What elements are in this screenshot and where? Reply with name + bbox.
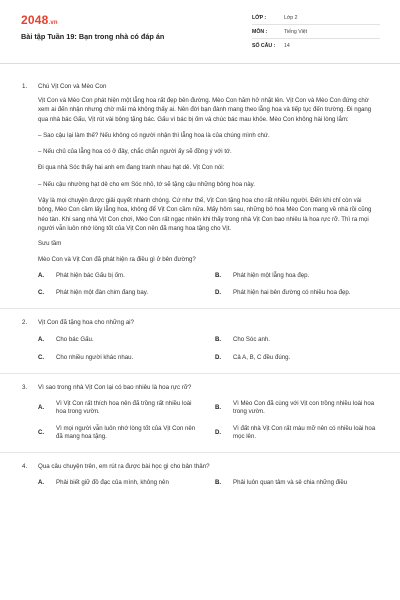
option-letter: A. (38, 335, 45, 343)
option-letter: A. (38, 478, 45, 486)
answer-option[interactable] (38, 400, 201, 417)
meta-value: 14 (284, 43, 290, 49)
option-text: Vì mọi người vẫn luôn nhớ lòng tốt của Vịt Con nên đã mang hoa tặng. (56, 424, 196, 441)
question-header (22, 383, 378, 392)
meta-row-grade (252, 11, 380, 25)
passage-source: Sưu tầm (38, 240, 62, 248)
passage-paragraph: Vịt Con và Mèo Con phát hiện một lẵng hoa rất đẹp bên đường. Mèo Con hăm hở nhặt lên. Vịt Con và Mèo Con đứng chờ xem ai đến nhận nhưng chờ mãi mà không thấy ai. Nên đời bạn đành mang theo lẵng hoa và tiếp tục đến trường. Đi ngang qua nhà bác Gấu, Vịt rút vài bông tặng bác. Gấu vì bác bị ốm và chúc bác mau khỏe. Mèo Con không hài lòng lắm: (38, 97, 372, 123)
option-text: Phải biết giữ đồ đạc của mình, không nên (56, 478, 169, 486)
option-letter: C. (38, 429, 45, 437)
divider (0, 308, 400, 309)
option-letter: D. (215, 289, 222, 297)
question-number: 3. (22, 383, 28, 391)
meta-row-count (252, 39, 380, 53)
question-title: Qua câu chuyện trên, em rút ra được bài học gì cho bản thân? (38, 462, 210, 470)
passage-paragraph: – Nếu cậu nhường hạt dẻ cho em Sóc nhỏ, tớ sẽ tặng cậu những bông hoa này. (38, 180, 255, 188)
answer-options (22, 400, 378, 442)
question-header (22, 82, 378, 91)
option-letter: D. (215, 354, 222, 362)
meta-key: LỚP : (252, 14, 267, 21)
option-text: Phát hiện một lẵng hoa đẹp. (233, 271, 310, 279)
passage-paragraph: Đi qua nhà Sóc thấy hai anh em đang tranh nhau hạt dẻ. Vịt Con nói: (38, 164, 225, 172)
meta-value: Tiếng Việt (284, 28, 308, 35)
meta-key: MÔN : (252, 28, 268, 35)
meta-value: Lớp 2 (284, 14, 298, 21)
option-text: Phát hiện hai bên đường có nhiều hoa đẹp. (233, 289, 351, 297)
divider (0, 452, 400, 453)
question-number: 4. (22, 462, 28, 470)
option-letter: A. (38, 404, 45, 412)
worksheet-meta (252, 11, 380, 53)
answer-option[interactable] (215, 400, 378, 417)
site-logo[interactable] (21, 13, 58, 27)
answer-option[interactable] (38, 336, 201, 345)
answer-option[interactable] (215, 354, 378, 363)
question-2 (22, 318, 378, 363)
option-text: Phát hiện bác Gấu bị ốm. (56, 271, 125, 279)
answer-option[interactable] (215, 336, 378, 345)
answer-option[interactable] (38, 354, 201, 363)
answer-options (22, 479, 378, 488)
question-number: 1. (22, 83, 28, 90)
logo-suffix: .vn (48, 20, 58, 26)
answer-option[interactable] (38, 479, 201, 488)
passage-paragraph: Vậy là mọi chuyện được giải quyết nhanh chóng. Cứ như thế, Vịt Con tặng hoa cho rất nhiều người. Đến khi chỉ còn vài bông, Mèo Con cầm lấy lẵng hoa, không để Vịt Con cầm nữa. Mấy hôm sau, những bó hoa Mèo Con mang về nhà rồi cũng héo tàn. Khi sang nhà Vịt Con chơi, Mèo Con rất ngạc nhiên khi thấy trong nhà Vịt Con bao nhiêu là hoa rực rỡ. Thì ra mọi người vẫn luôn nhớ lòng tốt của Vịt Con nên đã mang hoa tặng cho Vịt. (38, 197, 372, 232)
option-text: Cả A, B, C đều đúng. (233, 354, 291, 362)
answer-option[interactable] (215, 289, 378, 298)
reading-passage (22, 96, 378, 264)
answer-options (22, 272, 378, 298)
passage-paragraph: – Nếu chủ của lẵng hoa có ở đây, chắc chắn người ấy sẽ đồng ý với tớ. (38, 148, 232, 156)
question-header (22, 318, 378, 327)
worksheet-header (0, 0, 400, 64)
option-letter: C. (38, 289, 45, 297)
option-letter: A. (38, 271, 45, 279)
question-number: 2. (22, 318, 28, 326)
option-text: Vì Vịt Con rất thích hoa nên đã trồng rất nhiều loài hoa trong vườn. (56, 399, 192, 416)
question-3 (22, 383, 378, 442)
option-text: Cho nhiều người khác nhau. (56, 354, 134, 362)
worksheet-title: Bài tập Tuần 19: Bạn trong nhà có đáp án (21, 32, 165, 41)
option-letter: C. (38, 354, 45, 362)
logo-main: 2048 (21, 13, 49, 27)
question-title: Chú Vịt Con và Mèo Con (38, 83, 107, 90)
answer-option[interactable] (215, 479, 378, 488)
option-text: Vì đất nhà Vịt Con rất màu mỡ nên có nhiều loài hoa mọc lên. (233, 424, 376, 441)
option-text: Phải luôn quan tâm và sẻ chia những điều (233, 478, 348, 486)
question-4 (22, 462, 378, 488)
option-text: Cho Sóc anh. (233, 335, 270, 343)
question-prompt: Mèo Con và Vịt Con đã phát hiện ra điều gì ở bên đường? (38, 255, 196, 263)
option-letter: D. (215, 429, 222, 437)
answer-option[interactable] (38, 425, 201, 442)
option-letter: B. (215, 478, 222, 486)
option-text: Vì Mèo Con đã cùng với Vịt con trồng nhiều loài hoa trong vườn. (233, 399, 375, 416)
meta-key: SỐ CÂU : (252, 43, 276, 49)
option-text: Phát hiện một đàn chim đang bay. (56, 289, 149, 297)
question-title: Vịt Con đã tặng hoa cho những ai? (38, 318, 134, 326)
option-text: Cho bác Gấu. (56, 335, 94, 343)
worksheet-content (0, 72, 400, 487)
answer-options (22, 336, 378, 363)
divider (0, 373, 400, 374)
question-1 (22, 82, 378, 298)
option-letter: B. (215, 271, 222, 279)
answer-option[interactable] (38, 272, 201, 281)
passage-paragraph: – Sao cậu lại làm thế? Nếu không có người nhận thì lẵng hoa là của chúng mình chứ. (38, 131, 270, 139)
question-title: Vì sao trong nhà Vịt Con lại có bao nhiêu là hoa rực rỡ? (38, 383, 192, 391)
meta-row-subject (252, 25, 380, 39)
answer-option[interactable] (215, 272, 378, 281)
option-letter: B. (215, 404, 222, 412)
answer-option[interactable] (215, 425, 378, 442)
option-letter: B. (215, 335, 222, 343)
question-header (22, 462, 378, 471)
answer-option[interactable] (38, 289, 201, 298)
